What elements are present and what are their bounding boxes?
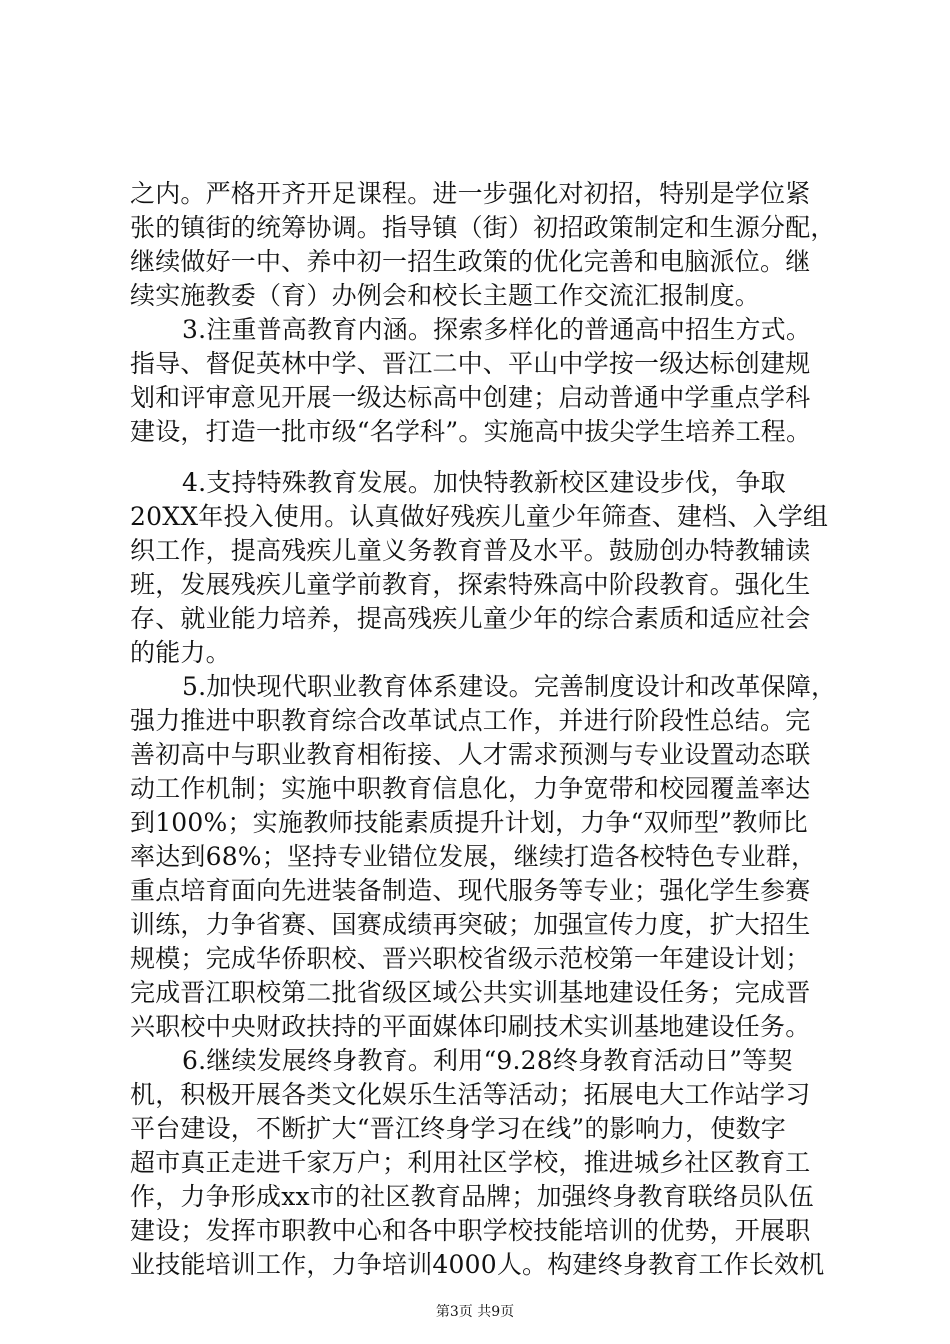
body-text-line: 继续做好一中、养中初一招生政策的优化完善和电脑派位。继	[130, 247, 811, 276]
body-text-line: 存、就业能力培养，提高残疾儿童少年的综合素质和适应社会	[130, 604, 811, 633]
body-text-line: 之内。严格开齐开足课程。进一步强化对初招，特别是学位紧	[130, 179, 811, 208]
body-text-line: 建设；发挥市职教中心和各中职学校技能培训的优势，开展职	[130, 1216, 811, 1245]
body-text-line: 作，力争形成xx市的社区教育品牌；加强终身教育联络员队伍	[130, 1182, 814, 1211]
body-text-line: 织工作，提高残疾儿童义务教育普及水平。鼓励创办特教辅读	[130, 536, 811, 565]
body-text-line: 指导、督促英林中学、晋江二中、平山中学按一级达标创建规	[130, 349, 811, 378]
paragraph-6-start: 6.继续发展终身教育。利用“9.28终身教育活动日”等契	[182, 1046, 793, 1075]
body-text-line: 续实施教委（育）办例会和校长主题工作交流汇报制度。	[130, 281, 761, 310]
body-text-line: 规模；完成华侨职校、晋兴职校省级示范校第一年建设计划；	[130, 944, 811, 973]
body-text-line: 训练，力争省赛、国赛成绩再突破；加强宣传力度，扩大招生	[130, 910, 811, 939]
body-text-line: 划和评审意见开展一级达标高中创建；启动普通中学重点学科	[130, 383, 811, 412]
body-text-line: 机，积极开展各类文化娱乐生活等活动；拓展电大工作站学习	[130, 1080, 811, 1109]
body-text-line: 到100%；实施教师技能素质提升计划，力争“双师型”教师比	[130, 808, 808, 837]
paragraph-5-start: 5.加快现代职业教育体系建设。完善制度设计和改革保障，	[182, 672, 837, 701]
paragraph-4-start: 4.支持特殊教育发展。加快特教新校区建设步伐，争取	[182, 468, 786, 497]
page-number-footer: 第3页 共9页	[435, 1304, 515, 1320]
body-text-line: 完成晋江职校第二批省级区域公共实训基地建设任务；完成晋	[130, 978, 811, 1007]
body-text-line: 善初高中与职业教育相衔接、人才需求预测与专业设置动态联	[130, 740, 811, 769]
body-text-line: 张的镇街的统筹协调。指导镇（街）初招政策制定和生源分配，	[130, 213, 836, 242]
body-text-line: 强力推进中职教育综合改革试点工作，并进行阶段性总结。完	[130, 706, 811, 735]
body-text-line: 率达到68%；坚持专业错位发展，继续打造各校特色专业群，	[130, 842, 817, 871]
body-text-line: 动工作机制；实施中职教育信息化，力争宽带和校园覆盖率达	[130, 774, 811, 803]
body-text-line: 平台建设，不断扩大“晋江终身学习在线”的影响力，使数字	[130, 1114, 786, 1143]
body-text-line: 重点培育面向先进装备制造、现代服务等专业；强化学生参赛	[130, 876, 811, 905]
body-text-line: 超市真正走进千家万户；利用社区学校，推进城乡社区教育工	[130, 1148, 811, 1177]
body-text-line: 的能力。	[130, 638, 231, 667]
body-text-line: 建设，打造一批市级“名学科”。实施高中拔尖学生培养工程。	[130, 417, 812, 446]
paragraph-3-start: 3.注重普高教育内涵。探索多样化的普通高中招生方式。	[182, 315, 812, 344]
body-text-line: 业技能培训工作，力争培训4000人。构建终身教育工作长效机	[130, 1250, 825, 1279]
body-text-line: 班，发展残疾儿童学前教育，探索特殊高中阶段教育。强化生	[130, 570, 811, 599]
body-text-line: 兴职校中央财政扶持的平面媒体印刷技术实训基地建设任务。	[130, 1012, 811, 1041]
body-text-line: 20XX年投入使用。认真做好残疾儿童少年筛查、建档、入学组	[130, 502, 829, 531]
